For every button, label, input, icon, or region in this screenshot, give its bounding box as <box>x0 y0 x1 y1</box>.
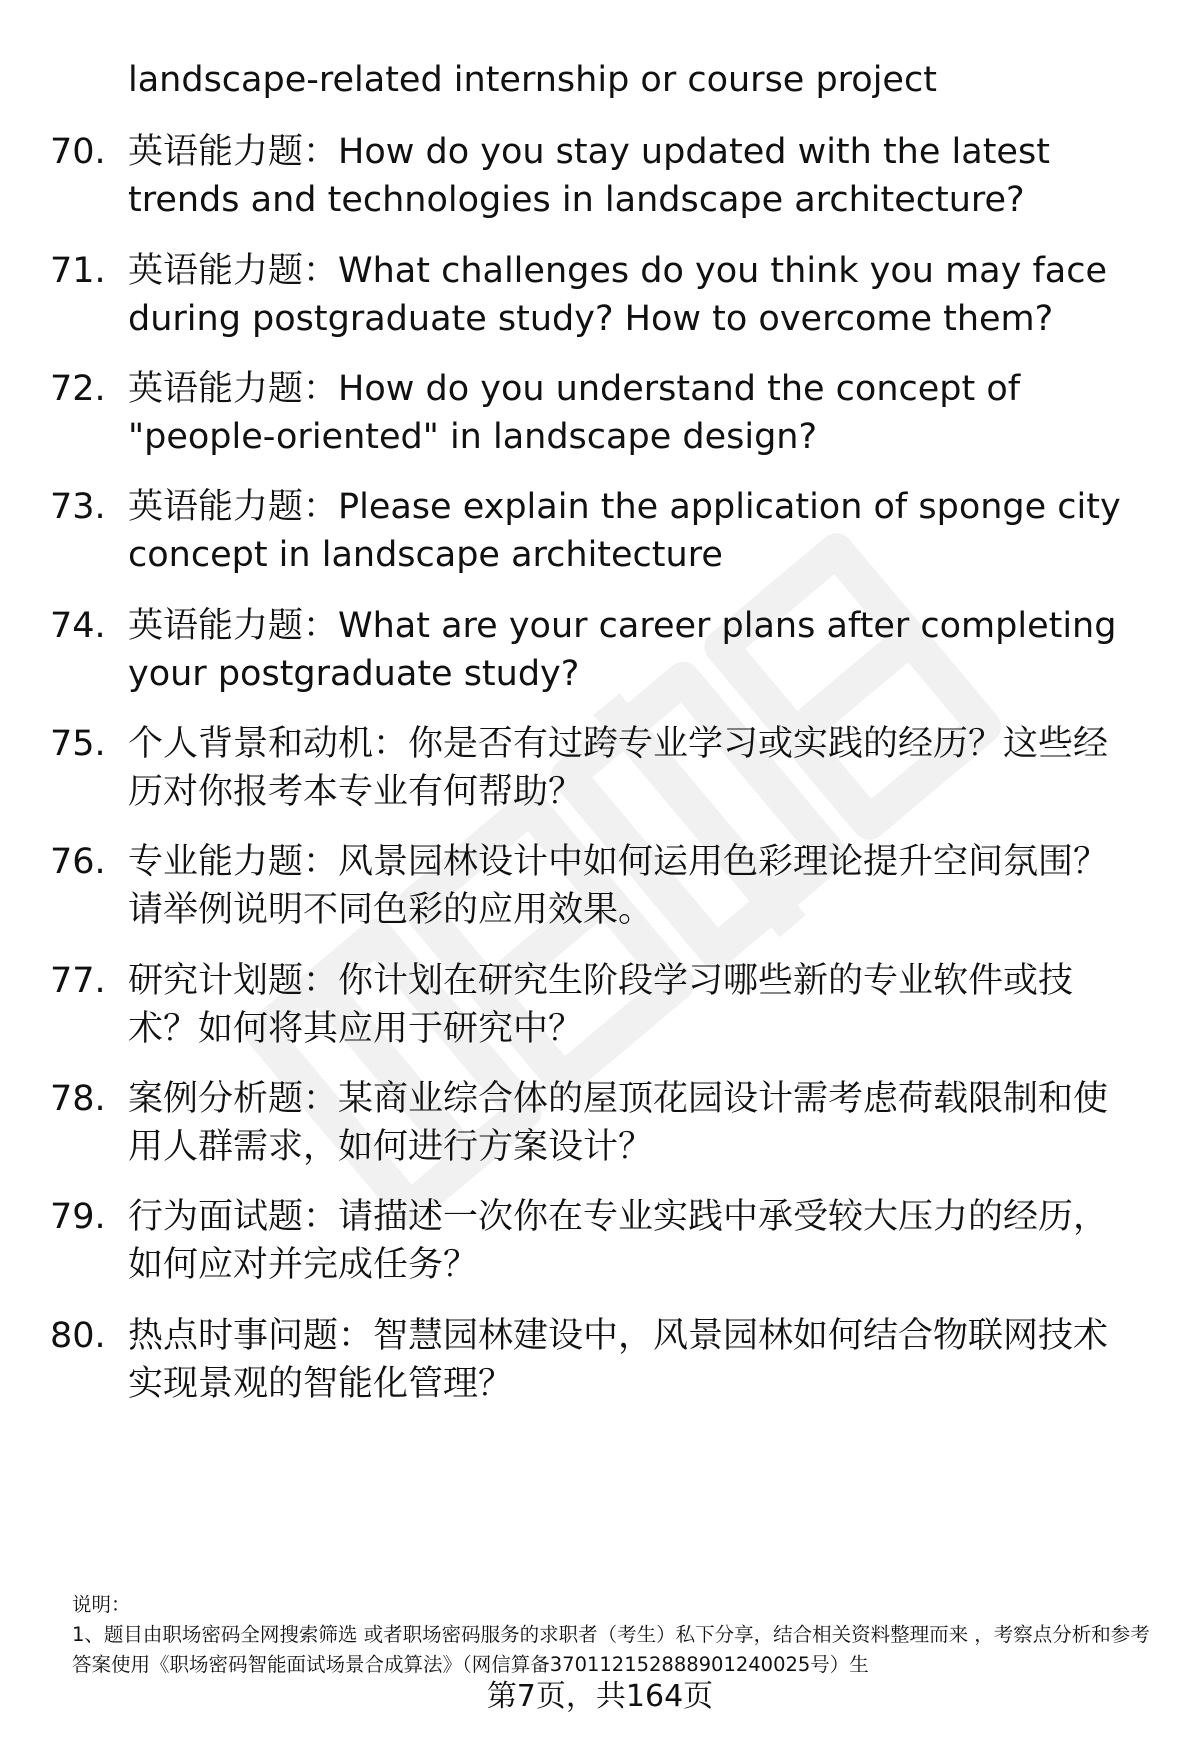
question-text: 专业能力题：风景园林设计中如何运用色彩理论提升空间氛围？请举例说明不同色彩的应用效果。 <box>128 842 1109 930</box>
notes-heading: 说明： <box>72 1593 131 1616</box>
notes-line: 1、题目由职场密码全网搜索筛选 或者职场密码服务的求职者（考生）私下分享，结合相关资料整理而来 ，考察点分析和参考答案使用《职场密码智能面试场景合成算法》（网信算备370112152888901240025号）生 <box>72 1623 1150 1676</box>
page-footer <box>0 1677 1200 1717</box>
question-number: 79. <box>50 1197 106 1237</box>
question-text: 研究计划题：你计划在研究生阶段学习哪些新的专业软件或技术？如何将其应用于研究中？ <box>128 961 1074 1049</box>
notes-section <box>72 1590 1162 1680</box>
question-text: 英语能力题：What are your career plans after completing your postgraduate study? <box>128 606 1117 694</box>
question-number: 70. <box>50 132 106 172</box>
question-text: 英语能力题：How do you understand the concept of "people-oriented" in landscape design? <box>128 369 1021 457</box>
page-number-label: 第7页，共164页 <box>486 1679 714 1714</box>
question-number: 74. <box>50 606 106 646</box>
question-number: 72. <box>50 369 106 409</box>
question-number: 78. <box>50 1079 106 1119</box>
question-text: 个人背景和动机：你是否有过跨专业学习或实践的经历？这些经历对你报考本专业有何帮助？ <box>128 724 1109 812</box>
question-text: 案例分析题：某商业综合体的屋顶花园设计需考虑荷载限制和使用人群需求，如何进行方案设计？ <box>128 1079 1109 1167</box>
question-text: 英语能力题：Please explain the application of sponge city concept in landscape architecture <box>128 487 1121 575</box>
question-number: 75. <box>50 724 106 764</box>
question-text: 行为面试题：请描述一次你在专业实践中承受较大压力的经历，如何应对并完成任务？ <box>128 1197 1109 1285</box>
question-text: 英语能力题：How do you stay updated with the latest trends and technologies in landscape architecture? <box>128 132 1050 220</box>
question-number: 80. <box>50 1316 106 1356</box>
continued-question-text: landscape-related internship or course project <box>128 60 937 100</box>
question-number: 71. <box>50 251 106 291</box>
question-text: 英语能力题：What challenges do you think you may face during postgraduate study? How to overcome them? <box>128 251 1107 339</box>
question-text: 热点时事问题：智慧园林建设中，风景园林如何结合物联网技术实现景观的智能化管理？ <box>128 1316 1109 1404</box>
question-number: 77. <box>50 961 106 1001</box>
question-number: 76. <box>50 842 106 882</box>
question-number: 73. <box>50 487 106 527</box>
